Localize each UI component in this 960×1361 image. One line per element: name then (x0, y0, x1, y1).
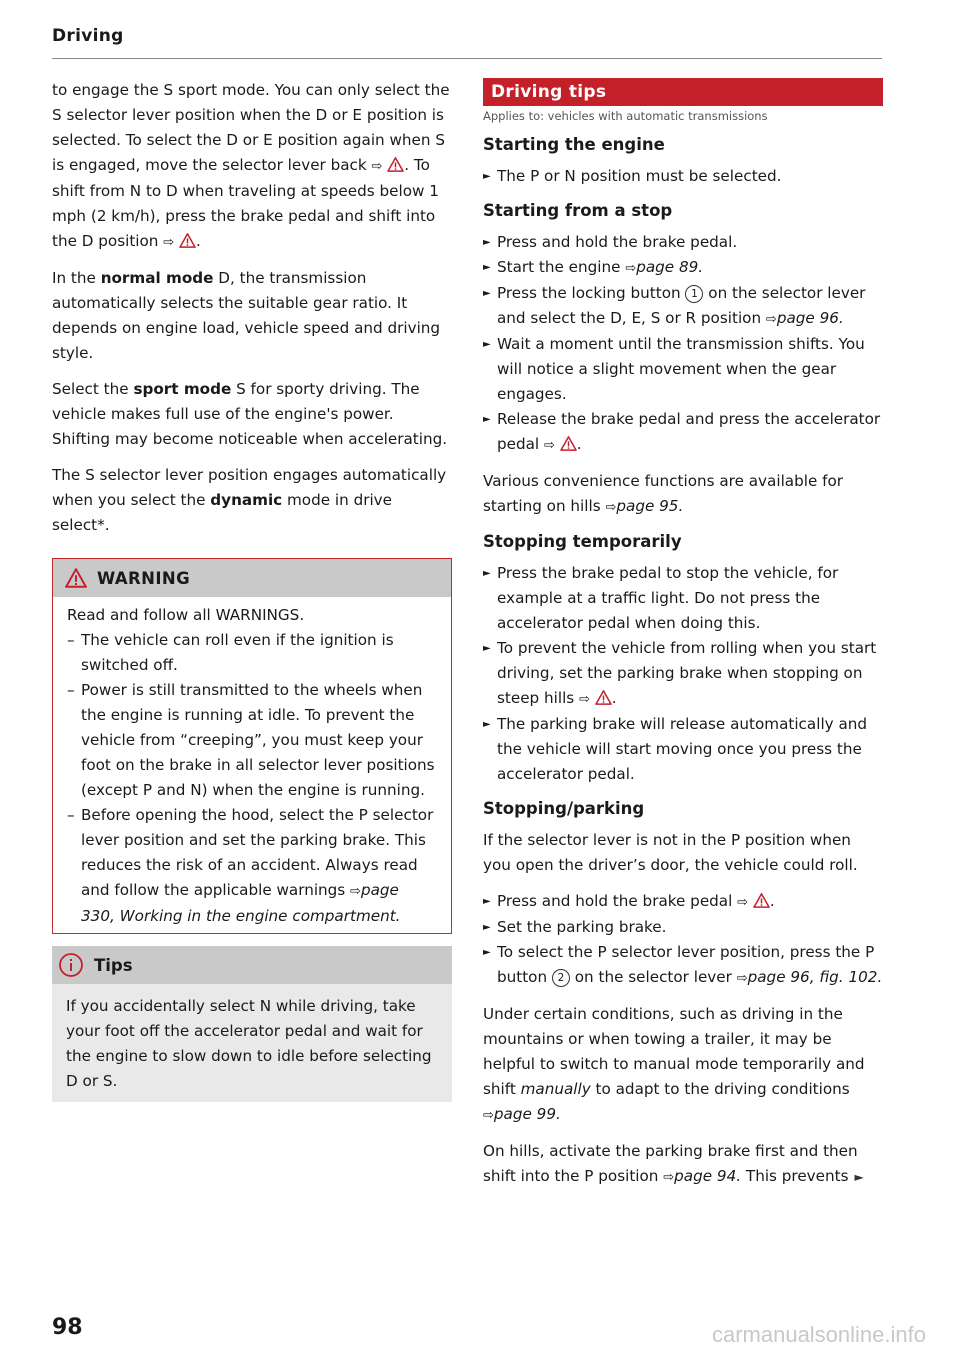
list-item: ► Set the parking brake. (483, 915, 883, 940)
callout-number-icon: 2 (552, 969, 570, 987)
list-starting-from-stop (483, 230, 883, 458)
page-reference[interactable]: page 96, fig. 102. (747, 968, 883, 986)
heading-stopping-parking: Stopping/parking (483, 799, 645, 818)
continue-arrow-icon: ► (854, 1170, 864, 1184)
ref-arrow-icon: ⇨ (663, 1170, 675, 1185)
section-banner: Driving tips (483, 78, 883, 106)
list-item: ► Wait a moment until the transmission shifts. You will notice a slight movement when the gear engages. (483, 332, 883, 407)
watermark: carmanualsonline.info (711, 1322, 926, 1347)
warning-triangle-icon (387, 157, 404, 172)
list-item: ► Press the brake pedal to stop the vehicle, for example at a traffic light. Do not press the accelerator pedal when doing this. (483, 561, 883, 636)
paragraph-sport-mode-select: to engage the S sport mode. You can only select the S selector lever position when the D or E position is selected. To select the D or E position again when S is engaged, move the selector lever back ⇨ . To shift from N to D when traveling at speeds below 1 mph (2 km/h), press the brake pedal and shift into the D position ⇨ . (52, 81, 450, 250)
warning-triangle-icon (179, 233, 196, 248)
warning-triangle-icon (560, 436, 577, 451)
ref-arrow-icon: ⇨ (163, 235, 175, 250)
list-item: ► Start the engine ⇨page 89. (483, 255, 883, 281)
warning-item: – Before opening the hood, select the P selector lever position and set the parking brake. This reduces the risk of an accident. Always read and follow the applicable warnings ⇨page 330, Working in the engine compartment. (67, 803, 437, 929)
page-header (52, 26, 882, 59)
ref-arrow-icon: ⇨ (736, 971, 748, 986)
list-item: ► The parking brake will release automatically and the vehicle will start moving once you press the accelerator pedal. (483, 712, 883, 787)
warning-triangle-icon (753, 893, 770, 908)
list-item: ► The P or N position must be selected. (483, 164, 883, 189)
list-item: ► To prevent the vehicle from rolling when you start driving, set the parking brake when stopping on steep hills ⇨ . (483, 636, 883, 712)
tips-box (52, 946, 452, 1102)
warning-item: – Power is still transmitted to the wheels when the engine is running at idle. To prevent the vehicle from “creeping”, you must keep your foot on the brake in all selector lever positions (except P and N) when the engine is running. (67, 678, 437, 803)
list-item: ► To select the P selector lever position, press the P button 2 on the selector lever ⇨page 96, fig. 102. (483, 940, 883, 991)
page-reference[interactable]: page 96. (776, 309, 844, 327)
ref-arrow-icon: ⇨ (350, 884, 361, 899)
warning-header: WARNING (53, 559, 451, 597)
warning-triangle-icon (595, 690, 612, 705)
info-icon (58, 952, 84, 978)
warning-intro: Read and follow all WARNINGS. (67, 606, 305, 624)
page-reference[interactable]: page 99. (493, 1105, 561, 1123)
applies-to-note: Applies to: vehicles with automatic transmissions (483, 109, 768, 123)
page-reference[interactable]: page 94. (674, 1167, 742, 1185)
ref-arrow-icon: ⇨ (543, 438, 555, 453)
paragraph-dynamic-mode: The S selector lever position engages automatically when you select the dynamic mode in drive select*. (52, 466, 447, 534)
paragraph-manual-mode: Under certain conditions, such as driving in the mountains or when towing a trailer, it may be helpful to switch to manual mode temporarily and shift manually to adapt to the driving conditions ⇨page 99. (483, 1005, 865, 1123)
ref-arrow-icon: ⇨ (371, 159, 383, 174)
callout-number-icon: 1 (685, 285, 703, 303)
ref-arrow-icon: ⇨ (605, 500, 617, 515)
heading-starting-engine: Starting the engine (483, 135, 665, 154)
heading-stopping-temporarily: Stopping temporarily (483, 532, 682, 551)
paragraph-normal-mode: In the normal mode D, the transmission automatically selects the suitable gear ratio. It depends on engine load, vehicle speed and driving style. (52, 269, 441, 362)
ref-arrow-icon: ⇨ (625, 261, 637, 276)
header-rule (52, 58, 882, 59)
warning-list (67, 628, 437, 929)
list-stopping-temporarily (483, 561, 883, 787)
page-number: 98 (52, 1315, 83, 1340)
right-column (483, 78, 883, 1201)
list-item: ► Press and hold the brake pedal. (483, 230, 883, 255)
ref-arrow-icon: ⇨ (579, 692, 590, 707)
page-reference[interactable]: page 330, Working in the engine compartment. (81, 881, 401, 925)
warning-box (52, 558, 452, 934)
paragraph-convenience: Various convenience functions are available for starting on hills ⇨page 95. (483, 472, 844, 515)
ref-arrow-icon: ⇨ (765, 312, 777, 327)
left-column (52, 78, 452, 1102)
ref-arrow-icon: ⇨ (483, 1108, 494, 1123)
list-item: ► Press and hold the brake pedal ⇨ . (483, 889, 883, 915)
paragraph-hills: On hills, activate the parking brake first and then shift into the P position ⇨page 94. This prevents ► (483, 1142, 864, 1185)
list-item: ► Press the locking button 1 on the selector lever and select the D, E, S or R position ⇨page 96. (483, 281, 883, 332)
warning-item: – The vehicle can roll even if the ignition is switched off. (67, 628, 437, 678)
list-starting-engine (483, 164, 883, 189)
page-reference[interactable]: page 89. (636, 258, 704, 276)
warning-triangle-icon (65, 568, 87, 588)
paragraph-sport-mode: Select the sport mode S for sporty driving. The vehicle makes full use of the engine's power. Shifting may become noticeable when accelerating. (52, 380, 448, 448)
warning-body (53, 597, 451, 933)
paragraph-door-roll: If the selector lever is not in the P position when you open the driver’s door, the vehicle could roll. (483, 831, 858, 874)
heading-starting-from-stop: Starting from a stop (483, 201, 673, 220)
tips-header: Tips (52, 946, 452, 984)
tips-body: If you accidentally select N while driving, take your foot off the accelerator pedal and wait for the engine to slow down to idle before selecting D or S. (66, 997, 432, 1090)
page-reference[interactable]: page 95. (616, 497, 684, 515)
list-item: ► Release the brake pedal and press the accelerator pedal ⇨ . (483, 407, 883, 458)
ref-arrow-icon: ⇨ (737, 895, 749, 910)
section-title: Driving (52, 26, 124, 46)
list-stopping-parking (483, 889, 883, 991)
